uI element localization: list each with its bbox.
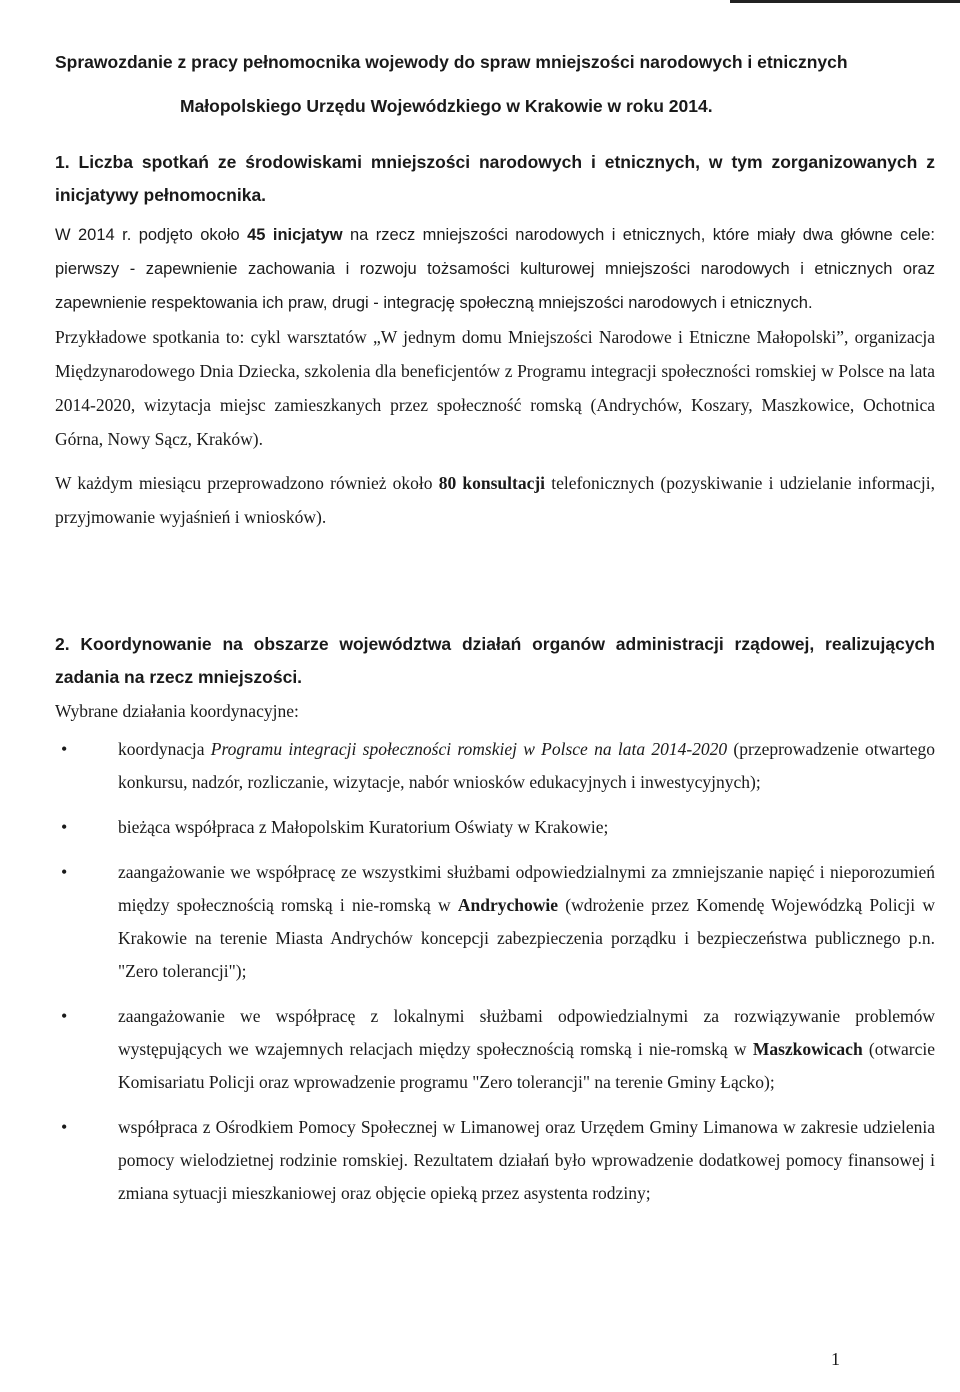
coordination-list (55, 733, 935, 1210)
list-item: • współpraca z Ośrodkiem Pomocy Społecznej w Limanowej oraz Urzędem Gminy Limanowa w zakresie udzielenia pomocy wielodzietnej rodzinie romskiej. Rezultatem działań było wprowadzenie dodatkowej pomocy finansowej i zmiana sytuacji mieszkaniowej oraz objęcie opieką przez asystenta rodziny; (55, 1111, 935, 1210)
section-1 (55, 146, 935, 534)
program-title: Programu integracji społeczności romskiej w Polsce na lata 2014-2020 (210, 739, 728, 759)
bullet-icon: • (61, 739, 68, 759)
section-2-heading-text: Koordynowanie na obszarze województwa działań organów administracji rządowej, realizujących zadania na rzecz mniejszości. (55, 634, 935, 687)
list-item: • zaangażowanie we współpracę ze wszystkimi służbami odpowiedzialnymi za zmniejszanie napięć i nieporozumień między społecznością romską i nie-romską w Andrychowie (wdrożenie przez Komendę Wojewódzką Policji w Krakowie na terenie Miasta Andrychów koncepcji zabezpieczenia porządku i bezpieczeństwa publicznego p.n. "Zero tolerancji"); (55, 856, 935, 988)
document-title (55, 40, 935, 128)
consultations-count: 80 konsultacji (438, 473, 546, 493)
section-2 (55, 628, 935, 1222)
bullet-icon: • (61, 862, 68, 882)
bullet-icon: • (61, 1006, 68, 1026)
section-2-heading (55, 628, 935, 694)
list-item: • bieżąca współpraca z Małopolskim Kuratorium Oświaty w Krakowie; (55, 811, 935, 844)
list-item: • zaangażowanie we współpracę z lokalnymi służbami odpowiedzialnymi za rozwiązywanie problemów występujących we wzajemnych relacjach między społecznością romską i nie-romską w Maszkowicach (otwarcie Komisariatu Policji oraz wprowadzenie programu "Zero tolerancji" na terenie Gminy Łącko); (55, 1000, 935, 1099)
title-line-2: Małopolskiego Urzędu Wojewódzkiego w Krakowie w roku 2014. (180, 96, 713, 116)
page-number: 1 (831, 1349, 840, 1369)
section-2-intro: Wybrane działania koordynacyjne: (55, 701, 299, 721)
initiatives-count: 45 inicjatyw (247, 226, 343, 244)
list-item: • koordynacja Programu integracji społeczności romskiej w Polsce na lata 2014-2020 (przeprowadzenie otwartego konkursu, nadzór, rozliczanie, wizytacje, nabór wniosków edukacyjnych i inwestycyjnych); (55, 733, 935, 799)
section-1-heading (55, 146, 935, 212)
section-1-paragraph-3: W każdym miesiącu przeprowadzono również około 80 konsultacji telefonicznych (pozyskiwanie i udzielanie informacji, przyjmowanie wyjaśnień i wniosków). (55, 473, 936, 527)
bullet-icon: • (61, 817, 68, 837)
section-1-number: 1. (55, 152, 70, 172)
section-2-number: 2. (55, 634, 70, 654)
bullet-icon: • (61, 1117, 68, 1137)
place-maszkowice: Maszkowicach (752, 1039, 863, 1059)
section-1-paragraph-1: W 2014 r. podjęto około 45 inicjatyw na rzecz mniejszości narodowych i etnicznych, które miały dwa główne cele: pierwszy - zapewnienie zachowania i rozwoju tożsamości kulturowej mniejszości narodowych i etnicznych oraz zapewnienie respektowania ich praw, drugi - integrację społeczną mniejszości narodowych i etnicznych. (55, 226, 935, 312)
title-line-1: Sprawozdanie z pracy pełnomocnika wojewody do spraw mniejszości narodowych i etnicznych (55, 52, 848, 72)
place-andrychow: Andrychowie (457, 895, 559, 915)
section-1-heading-text: Liczba spotkań ze środowiskami mniejszości narodowych i etnicznych, w tym zorganizowanych z inicjatywy pełnomocnika. (55, 152, 935, 205)
section-1-paragraph-2: Przykładowe spotkania to: cykl warsztatów „W jednym domu Mniejszości Narodowe i Etniczne Małopolski”, organizacja Międzynarodowego Dnia Dziecka, szkolenia dla beneficjentów z Programu integracji społeczności romskiej w Polsce na lata 2014-2020, wizytacja miejsc zamieszkanych przez społeczność romską (Andrychów, Koszary, Maszkowice, Ochotnica Górna, Nowy Sącz, Kraków). (55, 327, 935, 449)
scan-edge-line (730, 0, 960, 3)
